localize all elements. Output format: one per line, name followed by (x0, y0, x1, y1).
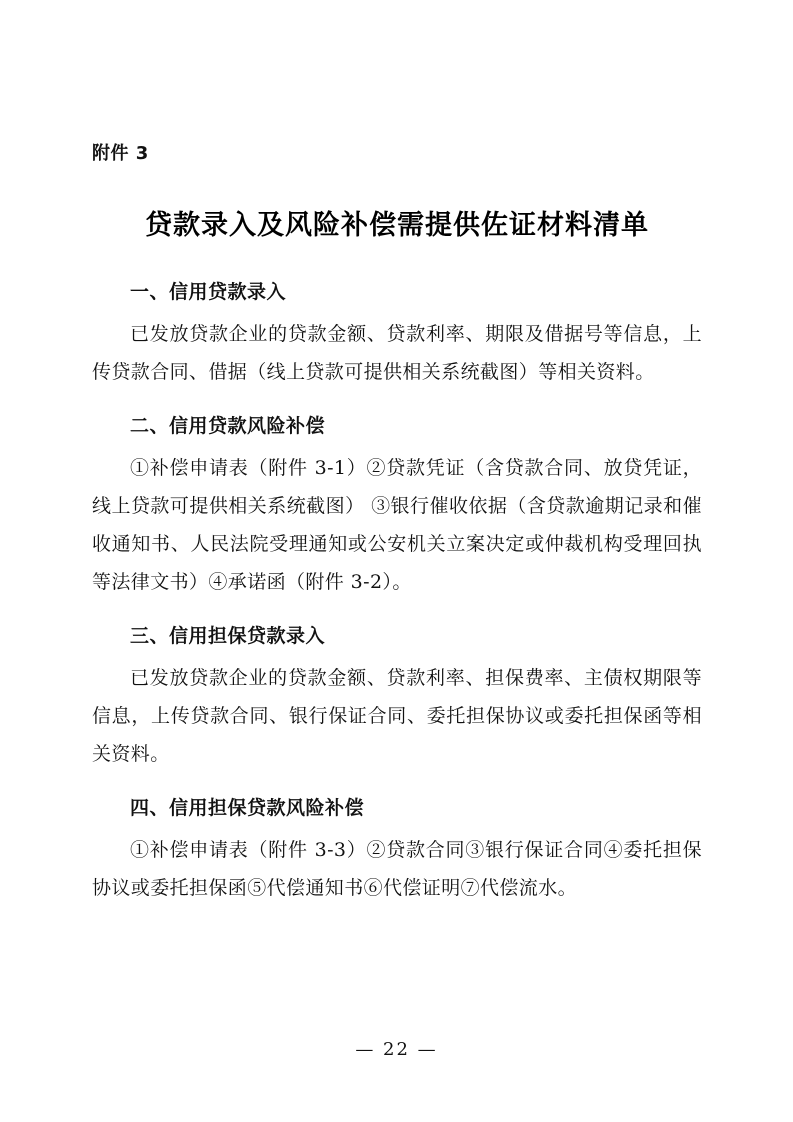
section-heading-3: 三、信用担保贷款录入 (130, 624, 326, 647)
section-heading-2: 二、信用贷款风险补偿 (130, 414, 326, 437)
section-paragraph-2: ①补偿申请表（附件 3-1）②贷款凭证（含贷款合同、放贷凭证，线上贷款可提供相关系统截图） ③银行催收依据（含贷款逾期记录和催收通知书、人民法院受理通知或公安机关立案决定或仲裁机构受理回执等法律文书）④承诺函（附件 3-2）。 (92, 456, 702, 593)
section-paragraph-4: ①补偿申请表（附件 3-3）②贷款合同③银行保证合同④委托担保协议或委托担保函⑤代偿通知书⑥代偿证明⑦代偿流水。 (92, 839, 702, 900)
attachment-label: 附件 3 (92, 143, 149, 164)
section-paragraph-3: 已发放贷款企业的贷款金额、贷款利率、担保费率、主债权期限等信息，上传贷款合同、银行保证合同、委托担保协议或委托担保函等相关资料。 (92, 667, 702, 766)
page-title: 贷款录入及风险补偿需提供佐证材料清单 (145, 209, 649, 241)
section-heading-1: 一、信用贷款录入 (130, 280, 287, 303)
page-number: — 22 — (355, 1039, 438, 1060)
section-heading-4: 四、信用担保贷款风险补偿 (130, 797, 365, 820)
document-content (92, 140, 702, 911)
section-paragraph-1: 已发放贷款企业的贷款金额、贷款利率、期限及借据号等信息，上传贷款合同、借据（线上贷款可提供相关系统截图）等相关资料。 (92, 322, 702, 383)
